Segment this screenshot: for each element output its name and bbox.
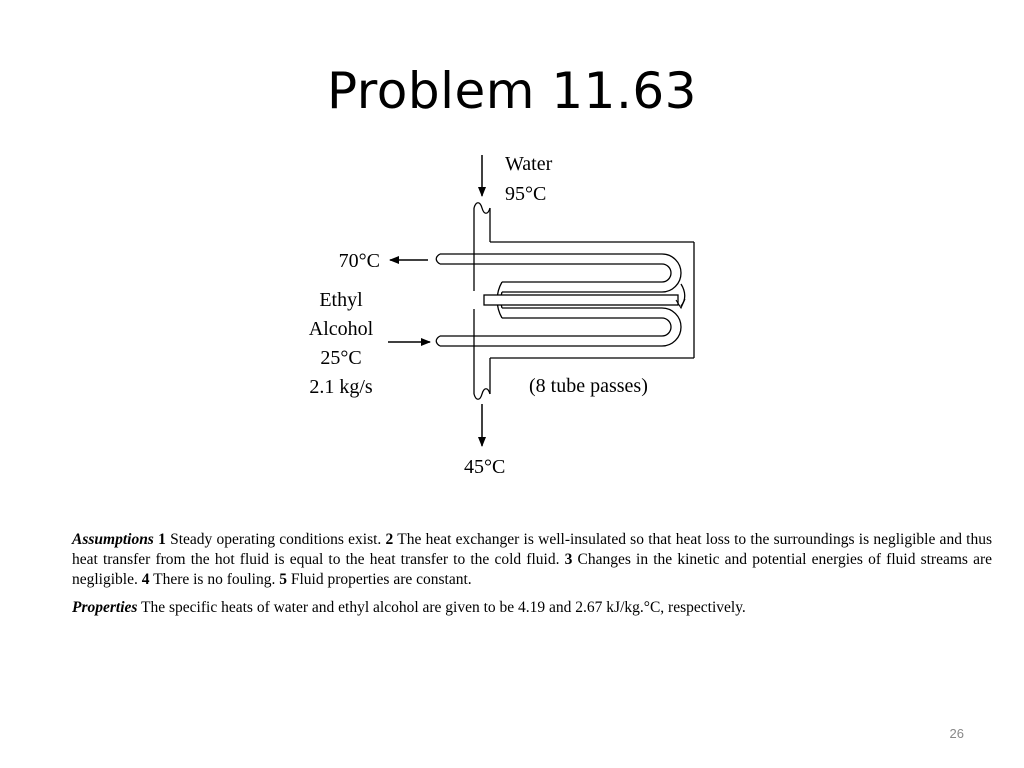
assumption-text: The heat exchanger is well-insulated so that heat loss to the surroundings is negligible and thus heat transfer from the hot fluid is equal to the heat transfer to the cold fluid. [72,531,993,568]
assumption-number: 4 [141,571,150,588]
properties-text: The specific heats of water and ethyl alcohol are given to be 4.19 and 2.67 kJ/kg.°C, respectively. [141,599,746,616]
assumption-number: 5 [279,571,287,588]
alcohol-name-line1: Ethyl [319,289,363,311]
assumption-text: There is no fouling. [153,571,276,588]
assumptions-heading: Assumptions [72,531,154,548]
heat-exchanger-diagram [280,140,740,490]
water-outlet-temp: 45°C [464,456,506,478]
assumption-number: 2 [385,531,394,548]
problem-text [72,530,992,626]
alcohol-outlet-temp: 70°C [338,250,380,272]
water-inlet-temp: 95°C [505,183,547,205]
assumption-text: Steady operating conditions exist. [170,531,382,548]
assumption-text: Changes in the kinetic and potential energies of fluid streams are negligible. [72,551,993,588]
assumption-number: 1 [158,531,166,548]
water-inlet-label: Water [505,153,553,175]
alcohol-name-line2: Alcohol [308,318,374,340]
tube-passes-label: (8 tube passes) [529,375,648,397]
slide-title: Problem 11.63 [327,62,697,120]
flow-arrows [388,155,482,446]
assumptions-paragraph [72,530,992,590]
properties-paragraph [72,598,992,618]
alcohol-flow-rate: 2.1 kg/s [309,376,373,398]
page-number: 26 [949,726,964,741]
alcohol-inlet-temp: 25°C [320,347,362,369]
assumption-text: Fluid properties are constant. [290,571,472,588]
properties-heading: Properties [72,599,138,616]
assumption-number: 3 [564,551,573,568]
